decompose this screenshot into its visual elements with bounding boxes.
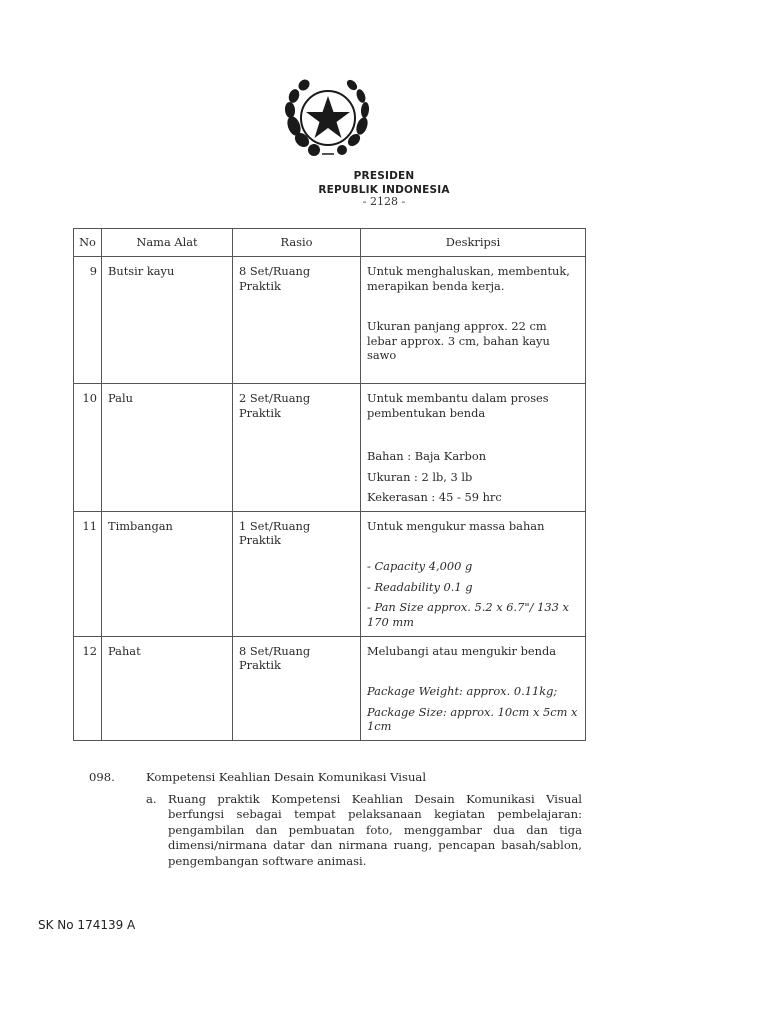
page-number: - 2128 - xyxy=(362,195,406,208)
desc-detail: Ukuran : 2 lb, 3 lb xyxy=(367,469,473,484)
cell-deskripsi xyxy=(361,257,586,384)
column-header-no: No xyxy=(74,229,102,257)
cell-rasio: 8 Set/Ruang Praktik xyxy=(233,636,361,740)
desc-main: Untuk mengukur massa bahan xyxy=(367,518,545,533)
cell-nama-alat: Butsir kayu xyxy=(102,257,233,384)
desc-main: Melubangi atau mengukir benda xyxy=(367,643,557,658)
desc-detail: Package Size: approx. 10cm x 5cm x 1cm xyxy=(367,704,578,733)
desc-main: Untuk membantu dalam proses pembentukan benda xyxy=(367,391,549,420)
cell-no: 12 xyxy=(74,636,102,740)
footer-code: SK No 174139 A xyxy=(38,918,136,932)
desc-detail: - Capacity 4,000 g xyxy=(367,559,473,573)
table-row xyxy=(74,384,586,512)
cell-no: 11 xyxy=(74,511,102,636)
list-item-marker: a. xyxy=(146,792,157,806)
desc-main: Untuk menghaluskan, membentuk, merapikan benda kerja. xyxy=(367,264,570,293)
cell-nama-alat: Pahat xyxy=(102,636,233,740)
section-title: Kompetensi Keahlian Desain Komunikasi Visual xyxy=(146,770,427,784)
column-header-deskripsi: Deskripsi xyxy=(361,229,586,257)
garuda-star-emblem-icon xyxy=(280,74,376,162)
section-number: 098. xyxy=(89,770,115,784)
cell-deskripsi xyxy=(361,384,586,512)
table-header-row xyxy=(74,229,586,257)
cell-deskripsi xyxy=(361,636,586,740)
column-header-rasio: Rasio xyxy=(233,229,361,257)
cell-nama-alat: Palu xyxy=(102,384,233,512)
desc-detail: Ukuran panjang approx. 22 cm lebar approx. 3 cm, bahan kayu sawo xyxy=(367,319,550,362)
header-title-republik: REPUBLIK INDONESIA xyxy=(318,184,450,196)
cell-rasio: 2 Set/Ruang Praktik xyxy=(233,384,361,512)
desc-detail: Package Weight: approx. 0.11kg; xyxy=(367,684,558,698)
section-paragraph: Ruang praktik Kompetensi Keahlian Desain Komunikasi Visual berfungsi sebagai tempat pelaksanaan kegiatan pembelajaran: pengambilan dan pembuatan foto, menggambar dua dan tiga dimensi/nirmana datar dan nirmana ruang, pencapan basah/sablon, pengembangan software animasi. xyxy=(168,792,582,868)
column-header-nama-alat: Nama Alat xyxy=(102,229,233,257)
cell-rasio: 1 Set/Ruang Praktik xyxy=(233,511,361,636)
cell-no: 10 xyxy=(74,384,102,512)
cell-rasio: 8 Set/Ruang Praktik xyxy=(233,257,361,384)
header-title-presiden: PRESIDEN xyxy=(353,170,415,182)
table-row xyxy=(74,257,586,384)
desc-detail: Kekerasan : 45 - 59 hrc xyxy=(367,490,502,504)
table-row xyxy=(74,636,586,740)
desc-detail: Bahan : Baja Karbon xyxy=(367,449,487,463)
desc-detail: - Readability 0.1 g xyxy=(367,579,473,594)
cell-deskripsi xyxy=(361,511,586,636)
equipment-table xyxy=(73,228,586,741)
table-row xyxy=(74,511,586,636)
desc-detail: - Pan Size approx. 5.2 x 6.7"/ 133 x 170 mm xyxy=(367,600,569,629)
cell-no: 9 xyxy=(74,257,102,384)
cell-nama-alat: Timbangan xyxy=(102,511,233,636)
